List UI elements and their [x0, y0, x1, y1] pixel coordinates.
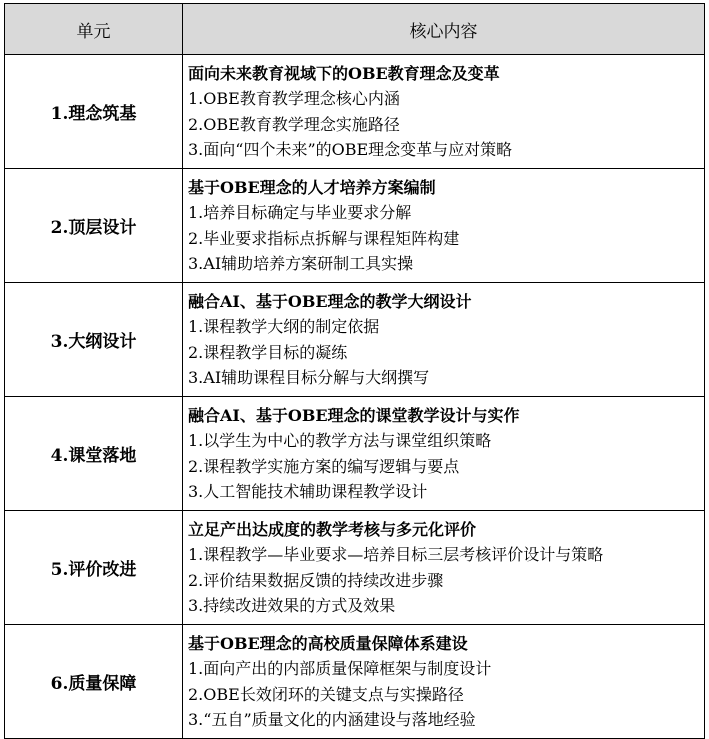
content-item: 2.课程教学目标的凝练	[188, 342, 348, 362]
table-header-row	[5, 4, 705, 55]
unit-name: 5.评价改进	[5, 511, 183, 625]
content-item: 2.评价结果数据反馈的持续改进步骤	[188, 570, 444, 590]
content-heading: 立足产出达成度的教学考核与多元化评价	[188, 519, 477, 539]
core-content-cell	[183, 625, 705, 739]
core-content-cell	[183, 169, 705, 283]
table-row	[5, 625, 705, 739]
unit-name: 4.课堂落地	[5, 397, 183, 511]
header-core-content: 核心内容	[183, 4, 705, 55]
content-item: 1.课程教学—毕业要求—培养目标三层考核评价设计与策略	[188, 545, 604, 564]
unit-name: 3.大纲设计	[5, 283, 183, 397]
content-heading: 融合AI、基于OBE理念的教学大纲设计	[188, 291, 472, 311]
content-item: 2.OBE长效闭环的关键支点与实操路径	[188, 684, 464, 704]
core-content-cell	[183, 511, 705, 625]
table-row	[5, 55, 705, 169]
content-item: 2.毕业要求指标点拆解与课程矩阵构建	[188, 228, 460, 248]
unit-name: 6.质量保障	[5, 625, 183, 739]
content-item: 3.“五自”质量文化的内涵建设与落地经验	[188, 710, 476, 729]
table-row	[5, 283, 705, 397]
content-item: 1.OBE教育教学理念核心内涵	[188, 89, 400, 108]
core-content-cell	[183, 55, 705, 169]
unit-name: 2.顶层设计	[5, 169, 183, 283]
content-item: 3.AI辅助培养方案研制工具实操	[188, 254, 414, 273]
course-content-table	[4, 3, 705, 739]
content-item: 1.以学生为中心的教学方法与课堂组织策略	[188, 431, 492, 450]
content-item: 3.人工智能技术辅助课程教学设计	[188, 482, 428, 501]
content-item: 1.培养目标确定与毕业要求分解	[188, 203, 412, 222]
content-item: 1.面向产出的内部质量保障框架与制度设计	[188, 659, 492, 678]
core-content-cell	[183, 397, 705, 511]
table-row	[5, 169, 705, 283]
unit-name: 1.理念筑基	[5, 55, 183, 169]
content-heading: 融合AI、基于OBE理念的课堂教学设计与实作	[188, 405, 520, 425]
content-item: 2.OBE教育教学理念实施路径	[188, 114, 400, 134]
core-content-cell	[183, 283, 705, 397]
content-item: 1.课程教学大纲的制定依据	[188, 317, 380, 336]
content-heading: 基于OBE理念的高校质量保障体系建设	[188, 633, 468, 653]
content-heading: 基于OBE理念的人才培养方案编制	[188, 177, 436, 197]
content-item: 3.AI辅助课程目标分解与大纲撰写	[188, 368, 430, 387]
content-heading: 面向未来教育视域下的OBE教育理念及变革	[188, 63, 500, 83]
table-row	[5, 511, 705, 625]
table-row	[5, 397, 705, 511]
content-item: 3.持续改进效果的方式及效果	[188, 596, 396, 615]
header-unit: 单元	[5, 4, 183, 55]
content-item: 2.课程教学实施方案的编写逻辑与要点	[188, 456, 460, 476]
content-item: 3.面向“四个未来”的OBE理念变革与应对策略	[188, 140, 513, 159]
